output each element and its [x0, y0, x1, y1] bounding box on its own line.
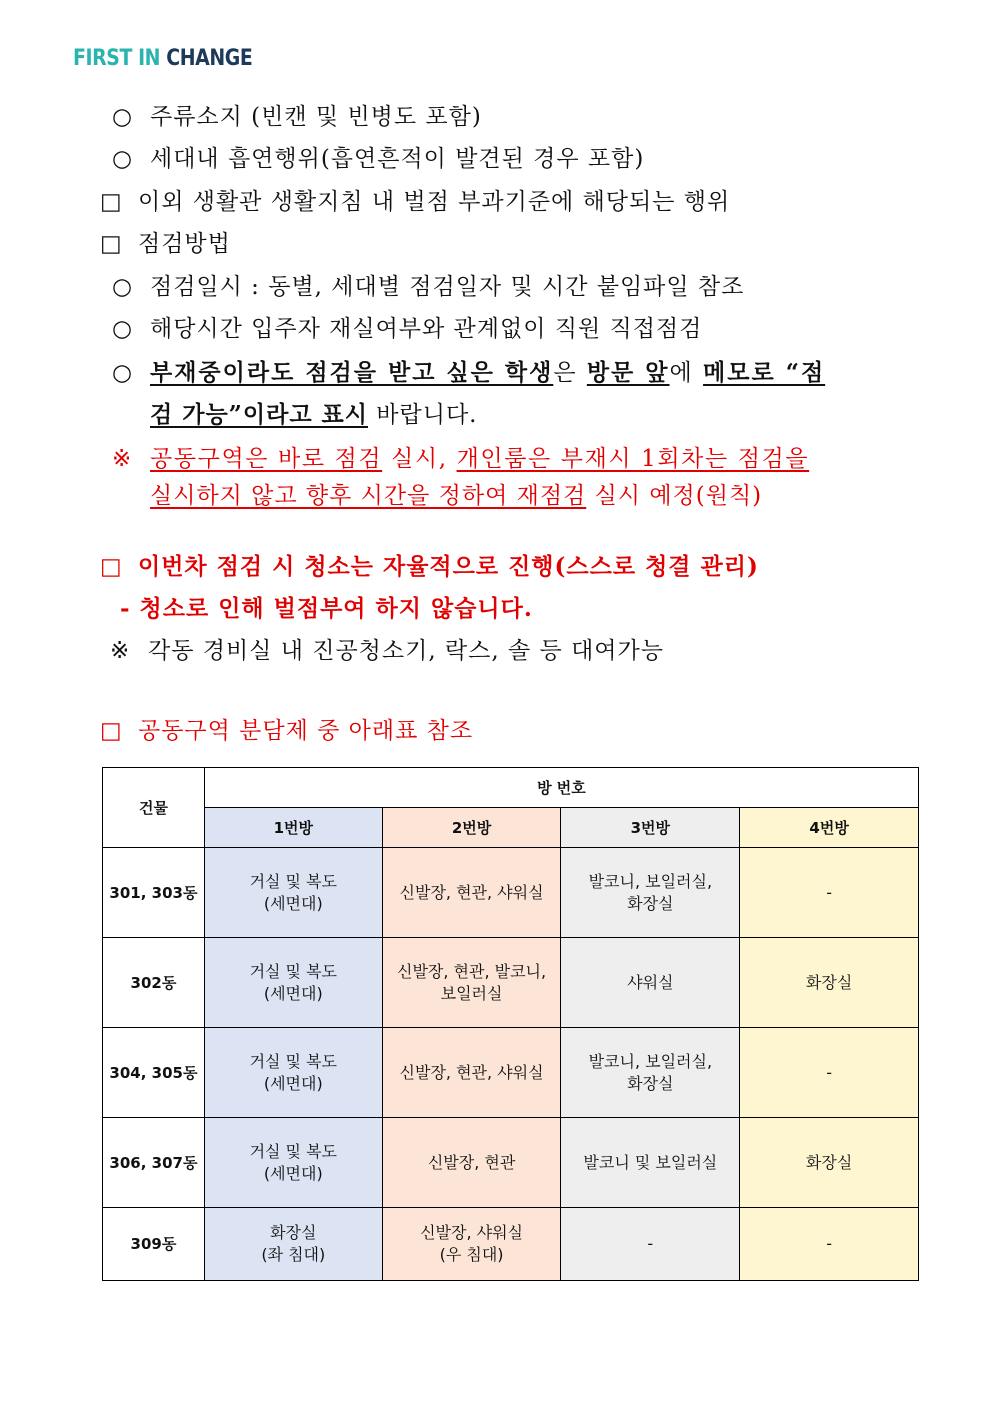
cell-line: (우 침대) [439, 1245, 504, 1264]
table-heading [100, 716, 473, 746]
room-4-cell [740, 1028, 919, 1118]
cell-line: 발코니, 보일러실, [588, 1051, 713, 1071]
table-row [103, 1118, 919, 1208]
building-cell: 309동 [103, 1208, 205, 1281]
cell-line: (세면대) [263, 1163, 323, 1183]
cell-line: 화장실 [627, 1073, 674, 1093]
room-1-cell [204, 1208, 382, 1281]
rule-text: 이외 생활관 생활지침 내 벌점 부과기준에 해당되는 행위 [138, 189, 731, 215]
header-room-1: 1번방 [204, 808, 382, 848]
cell-line: (세면대) [263, 893, 323, 913]
cell-line: (좌 침대) [261, 1245, 326, 1264]
rule-alcohol [112, 102, 482, 132]
cleaning-notice [100, 552, 759, 582]
room-4-cell [740, 848, 919, 938]
method-schedule [112, 272, 744, 302]
room-4-cell [740, 1208, 919, 1281]
room-1-cell [204, 848, 382, 938]
cell-line: 거실 및 복도 [249, 1051, 338, 1071]
header-building: 건물 [103, 768, 205, 848]
connector-text: 에 [669, 360, 704, 386]
room-4-cell [740, 1118, 919, 1208]
logo-part-change: CHANGE [166, 46, 253, 71]
cell-line: 거실 및 복도 [249, 871, 338, 891]
method-direct [112, 314, 702, 344]
cell-line: (세면대) [263, 983, 323, 1003]
method-text: 점검일시 : 동별, 세대별 점검일자 및 시간 붙임파일 참조 [150, 274, 745, 300]
circle-bullet-icon: ○ [112, 360, 135, 386]
room-3-cell [561, 1208, 740, 1281]
room-2-cell [382, 1028, 561, 1118]
cell-line: 발코니, 보일러실, [588, 871, 713, 891]
cell-line: - [647, 1234, 654, 1253]
cell-line: 발코니 및 보일러실 [583, 1152, 718, 1172]
rental-note-text: 각동 경비실 내 진공청소기, 락스, 솔 등 대여가능 [148, 638, 664, 664]
circle-bullet-icon: ○ [112, 316, 134, 342]
method-text: 해당시간 입주자 재실여부와 관계없이 직원 직접점검 [150, 316, 703, 342]
connector-text: 바랍니다. [368, 402, 478, 428]
room-3-cell [561, 1028, 740, 1118]
memo-text: 메모로 “점 [703, 359, 826, 386]
building-cell: 302동 [103, 938, 205, 1028]
cell-line: 신발장, 샤워실 [420, 1223, 524, 1242]
rental-note [110, 636, 664, 666]
connector-text: 은 [553, 360, 587, 386]
note-private-text: 개인룸은 부재시 1회차는 점검을 [456, 446, 810, 472]
room-4-cell [740, 938, 919, 1028]
room-3-cell [561, 848, 740, 938]
circle-bullet-icon: ○ [112, 146, 134, 172]
rule-text: 세대내 흡연행위(흡연흔적이 발견된 경우 포함) [150, 146, 645, 172]
absent-student-text: 부재중이라도 점검을 받고 싶은 학생 [150, 359, 554, 386]
door-front-text: 방문 앞 [586, 359, 670, 386]
rule-smoking [112, 144, 644, 174]
method-absent-cont [150, 400, 478, 430]
cell-line: 화장실 [805, 972, 853, 992]
room-3-cell [561, 938, 740, 1028]
reference-mark-icon: ※ [112, 446, 133, 472]
logo [73, 44, 252, 74]
header-room-group: 방 번호 [204, 768, 918, 808]
rule-other [100, 187, 730, 217]
room-2-cell [382, 1118, 561, 1208]
header-room-3: 3번방 [561, 808, 740, 848]
method-absent [112, 358, 825, 388]
cleaning-no-penalty [120, 594, 533, 624]
cell-line: 보일러실 [440, 983, 503, 1003]
table-heading-text: 공동구역 분담제 중 아래표 참조 [138, 718, 474, 744]
square-bullet-icon: □ [100, 718, 123, 744]
room-2-cell [382, 848, 561, 938]
cell-line: 샤워실 [627, 972, 674, 992]
logo-part-first: FIRST IN [73, 46, 167, 71]
note-common-area [112, 444, 809, 474]
no-penalty-text: - 청소로 인해 벌점부여 하지 않습니다. [120, 595, 533, 622]
table-row [103, 1208, 919, 1281]
header-room-2: 2번방 [382, 808, 561, 848]
cell-line: - [826, 1062, 832, 1082]
square-bullet-icon: □ [100, 189, 123, 215]
cell-line: 거실 및 복도 [249, 961, 338, 981]
building-cell: 306, 307동 [103, 1118, 205, 1208]
note-connector: 실시, [382, 446, 457, 472]
note-tail: 실시 예정(원칙) [586, 483, 763, 509]
square-bullet-icon: □ [100, 231, 123, 257]
cell-line: 거실 및 복도 [249, 1141, 338, 1161]
table-header-row [103, 808, 919, 848]
section-method [100, 229, 231, 259]
cell-line: 화장실 [627, 893, 674, 913]
cleaning-notice-text: 이번차 점검 시 청소는 자율적으로 진행(스스로 청결 관리) [138, 553, 759, 580]
cell-line: - [826, 1234, 832, 1253]
rule-text: 주류소지 (빈캔 및 빈병도 포함) [150, 104, 482, 130]
circle-bullet-icon: ○ [112, 104, 134, 130]
table-header-row [103, 768, 919, 808]
cell-line: 화장실 [805, 1152, 853, 1172]
table-row [103, 848, 919, 938]
cell-line: 신발장, 현관, 발코니, [397, 961, 547, 981]
room-3-cell [561, 1118, 740, 1208]
room-2-cell [382, 938, 561, 1028]
reference-mark-icon: ※ [110, 638, 131, 664]
room-1-cell [204, 1028, 382, 1118]
cell-line: 신발장, 현관 [427, 1152, 516, 1172]
table-row [103, 938, 919, 1028]
square-bullet-icon: □ [100, 554, 123, 580]
building-cell: 301, 303동 [103, 848, 205, 938]
cell-line: 신발장, 현관, 샤워실 [399, 1062, 544, 1082]
note-common-text: 공동구역은 바로 점검 [150, 446, 383, 472]
room-1-cell [204, 938, 382, 1028]
memo-text-cont: 검 가능”이라고 표시 [150, 401, 368, 428]
room-2-cell [382, 1208, 561, 1281]
section-heading: 점검방법 [138, 231, 231, 257]
cell-line: - [826, 882, 832, 902]
note-common-area-cont [150, 481, 762, 511]
cell-line: 화장실 [270, 1223, 317, 1242]
duty-table [102, 767, 919, 1281]
building-cell: 304, 305동 [103, 1028, 205, 1118]
cell-line: 신발장, 현관, 샤워실 [399, 882, 544, 902]
table-row [103, 1028, 919, 1118]
room-1-cell [204, 1118, 382, 1208]
note-private-text-cont: 실시하지 않고 향후 시간을 정하여 재점검 [150, 483, 587, 509]
header-room-4: 4번방 [740, 808, 919, 848]
cell-line: (세면대) [263, 1073, 323, 1093]
circle-bullet-icon: ○ [112, 274, 134, 300]
